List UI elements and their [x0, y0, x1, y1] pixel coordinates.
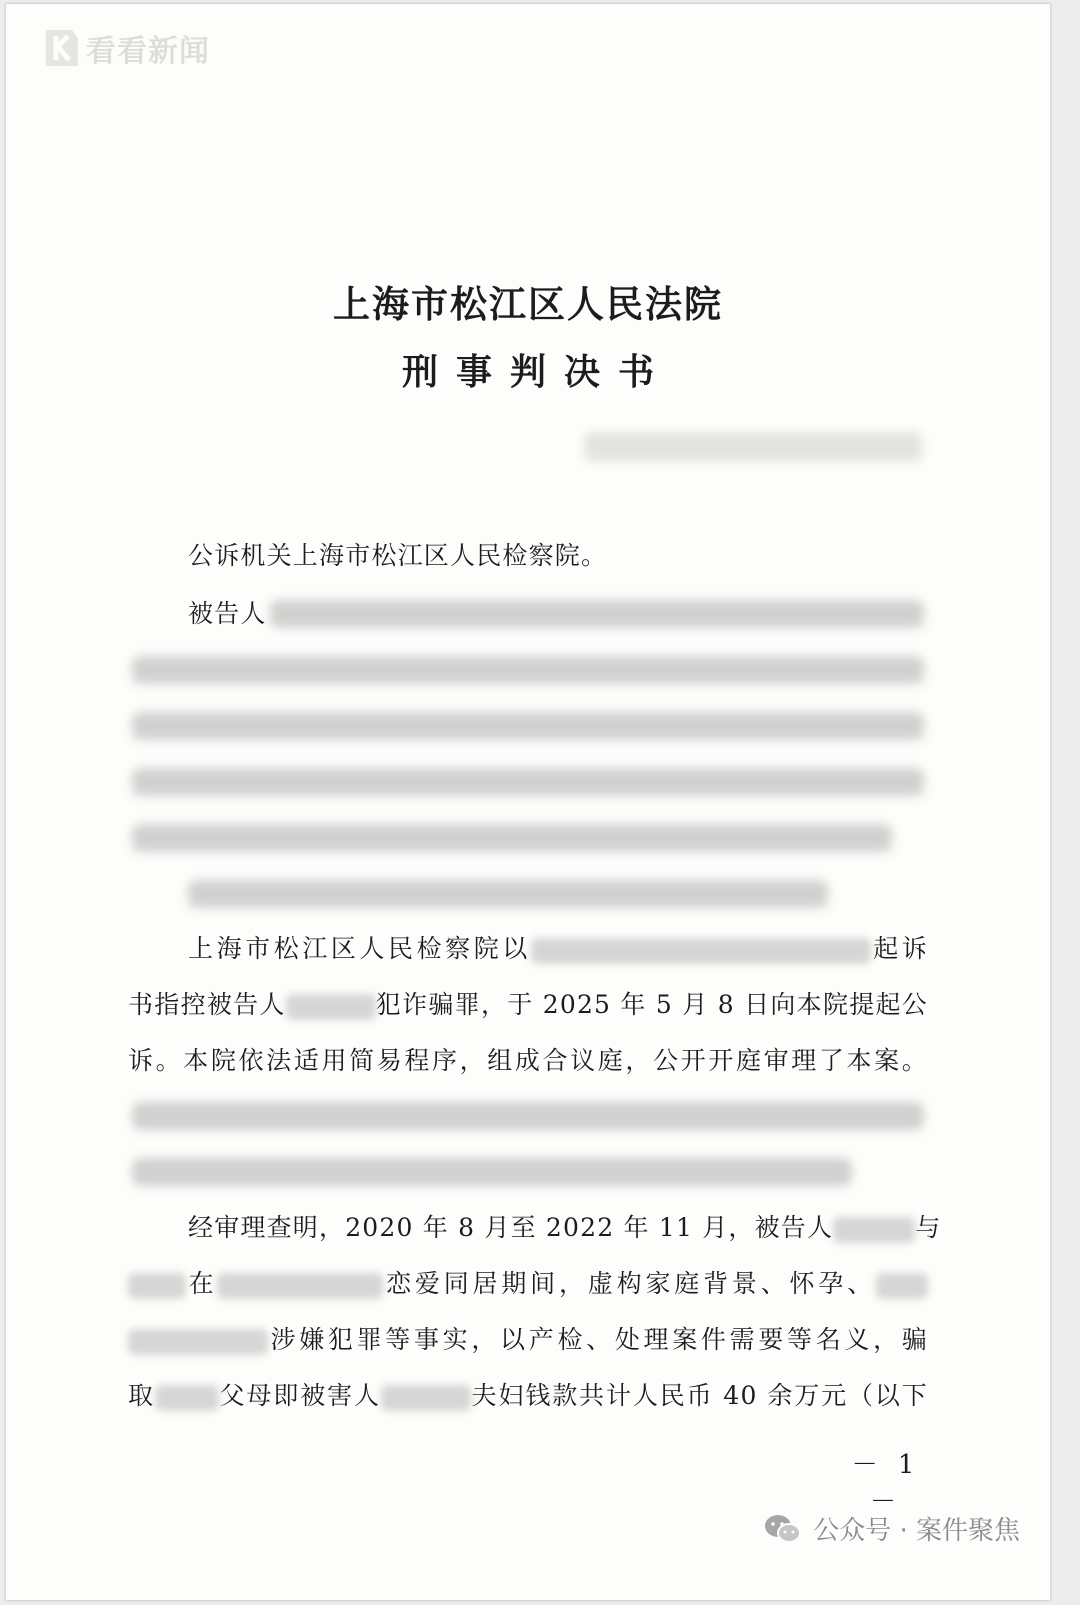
wechat-icon	[763, 1513, 803, 1545]
redacted-paragraph	[132, 1158, 852, 1186]
redacted-paragraph	[132, 1102, 924, 1130]
text-segment: 恋爱同居期间，虚构家庭背景、怀孕、	[383, 1269, 877, 1298]
document-page	[6, 4, 1050, 1600]
redacted-name	[155, 1383, 219, 1413]
paragraph-line	[188, 934, 928, 966]
watermark	[42, 26, 210, 70]
redacted-defendant-info	[132, 824, 892, 852]
paragraph-line	[188, 1213, 942, 1245]
paragraph-line	[128, 1269, 928, 1301]
redacted-name	[381, 1383, 471, 1413]
text-segment: 夫妇钱款共计人民币 40 余万元（以下	[470, 1381, 928, 1410]
redacted-name	[128, 1271, 186, 1301]
footer-text: 公众号 · 案件聚焦	[813, 1516, 1020, 1546]
redacted-defendant-info	[132, 768, 924, 796]
text-segment: 在	[186, 1269, 218, 1298]
prosecutor-line: 公诉机关上海市松江区人民检察院。	[188, 541, 608, 570]
text-segment: 取	[128, 1381, 155, 1410]
text-segment: 犯诈骗罪，于 2025 年 5 月 8 日向本院提起公	[375, 990, 928, 1019]
court-name: 上海市松江区人民法院	[333, 282, 723, 326]
watermark-text: 看看新闻	[86, 34, 210, 69]
text-segment: 经审理查明，2020 年 8 月至 2022 年 11 月，被告人	[188, 1213, 834, 1242]
redacted-text	[128, 1327, 268, 1357]
redacted-defendant-info	[132, 712, 924, 740]
redacted-defendant-info	[188, 880, 828, 908]
text-segment: 父母即被害人	[218, 1381, 381, 1410]
redacted-name	[833, 1215, 915, 1245]
text-segment: 涉嫌犯罪等事实，以产检、处理案件需要等名义，骗	[268, 1325, 928, 1354]
redacted-text	[531, 936, 871, 966]
text-segment: 起诉	[870, 934, 929, 963]
text-segment: 书指控被告人	[128, 990, 286, 1019]
paragraph-line: 诉。本院依法适用简易程序，组成合议庭，公开开庭审理了本案。	[128, 1046, 928, 1075]
redacted-location	[217, 1271, 383, 1301]
redacted-defendant-info	[132, 656, 924, 684]
redacted-text	[876, 1271, 928, 1301]
redacted-case-number	[584, 432, 922, 462]
paragraph-line	[128, 1381, 928, 1413]
footer-attribution	[763, 1510, 1020, 1547]
defendant-label: 被告人	[188, 599, 267, 628]
redacted-name	[286, 992, 376, 1022]
redacted-defendant-info	[270, 600, 924, 628]
text-segment: 上海市松江区人民检察院以	[188, 934, 531, 963]
paragraph-line	[128, 1325, 928, 1357]
page-number: － 1 －	[851, 1450, 921, 1517]
paragraph-line	[128, 990, 928, 1022]
document-type: 刑事判决书	[401, 351, 672, 393]
text-segment: 与	[915, 1213, 942, 1242]
kankan-logo-icon	[42, 28, 80, 68]
